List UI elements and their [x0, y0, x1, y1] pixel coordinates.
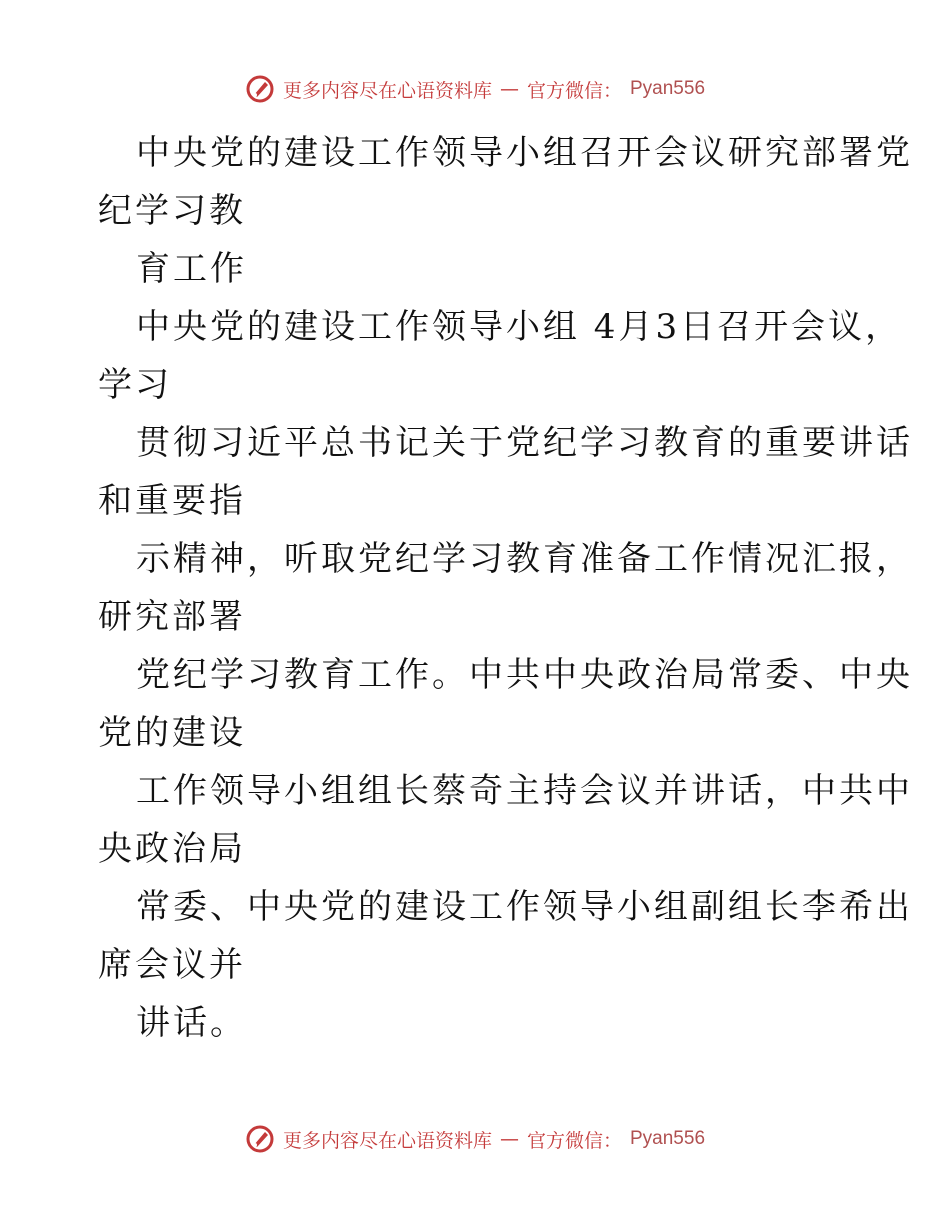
banner-wechat-id: Pyan556: [630, 1128, 706, 1149]
banner-site-text: 更多内容尽在心语资料库: [282, 1129, 492, 1152]
text-line: 贯彻习近平总书记关于党纪学习教育的重要讲话: [136, 423, 913, 463]
text-line: 育工作: [136, 249, 247, 289]
banner-dash: —: [499, 78, 519, 100]
text-line: 中央党的建设工作领导小组召开会议研究部署党: [136, 133, 913, 173]
text-line: 党纪学习教育工作。中共中央政治局常委、中央: [136, 655, 913, 695]
text-line: 中央党的建设工作领导小组 4月3日召开会议，: [136, 307, 903, 347]
document-body: [98, 124, 913, 1052]
banner-contact-text: 官方微信：: [526, 1129, 622, 1152]
banner-wechat-id: Pyan556: [630, 78, 706, 99]
footer-banner: [0, 1124, 950, 1154]
pen-circle-logo-icon: [245, 74, 275, 104]
text-line: 常委、中央党的建设工作领导小组副组长李希出: [136, 887, 913, 927]
text-line: 央政治局: [98, 829, 246, 869]
text-line: 和重要指: [98, 481, 246, 521]
banner-site-text: 更多内容尽在心语资料库: [282, 79, 492, 102]
text-line: 党的建设: [98, 713, 246, 753]
header-banner: [0, 74, 950, 104]
text-line: 讲话。: [136, 1003, 247, 1043]
text-line: 示精神，听取党纪学习教育准备工作情况汇报，: [136, 539, 913, 579]
text-line: 工作领导小组组长蔡奇主持会议并讲话，中共中: [136, 771, 913, 811]
text-line: 学习: [98, 365, 172, 405]
text-line: 席会议并: [98, 945, 246, 985]
text-line: 研究部署: [98, 597, 246, 637]
banner-dash: —: [499, 1128, 519, 1150]
banner-contact-text: 官方微信：: [526, 79, 622, 102]
pen-circle-logo-icon: [245, 1124, 275, 1154]
text-line: 纪学习教: [98, 191, 246, 231]
